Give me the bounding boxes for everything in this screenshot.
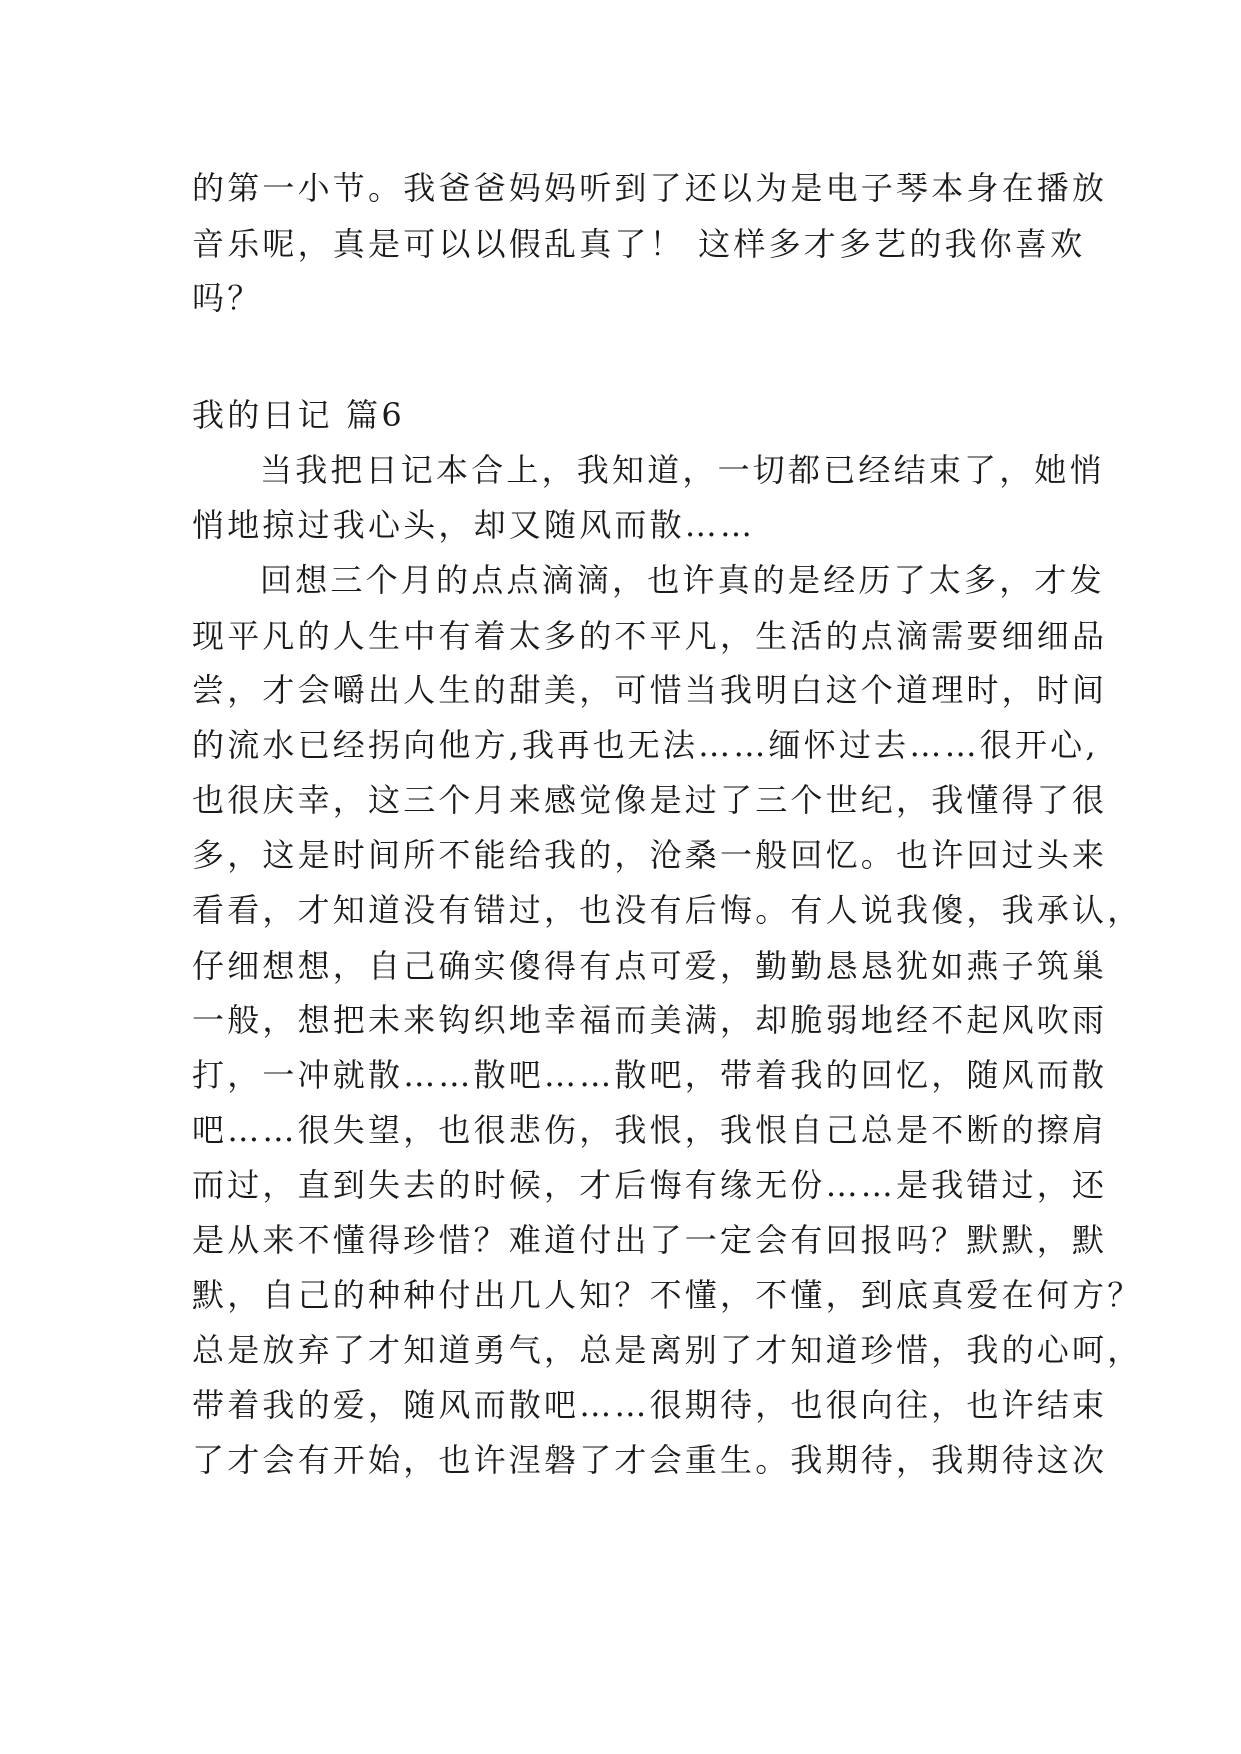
- intro-line-1: 的第一小节。我爸爸妈妈听到了还以为是电子琴本身在播放: [192, 169, 1108, 207]
- paragraph2-line-12: 而过，直到失去的时候，才后悔有缘无份……是我错过，还: [192, 1166, 1108, 1204]
- paragraph2-line-8: 仔细想想，自己确实傻得有点可爱，勤勤恳恳犹如燕子筑巢: [192, 947, 1108, 985]
- paragraph2-line-9: 一般，想把未来钩织地幸福而美满，却脆弱地经不起风吹雨: [192, 1001, 1108, 1039]
- paragraph2-line-6: 多，这是时间所不能给我的，沧桑一般回忆。也许回过头来: [192, 836, 1108, 874]
- paragraph2-line-17: 了才会有开始，也许涅磐了才会重生。我期待，我期待这次: [192, 1441, 1108, 1479]
- paragraph2-line-5: 也很庆幸，这三个月来感觉像是过了三个世纪，我懂得了很: [192, 781, 1108, 819]
- paragraph2-line-7: 看看，才知道没有错过，也没有后悔。有人说我傻，我承认，: [192, 891, 1143, 929]
- intro-line-2: 音乐呢，真是可以以假乱真了！ 这样多才多艺的我你喜欢: [192, 225, 1086, 263]
- paragraph1-line-1: 当我把日记本合上，我知道，一切都已经结束了，她悄: [260, 451, 1105, 489]
- paragraph2-line-14: 默，自己的种种付出几人知？不懂，不懂，到底真爱在何方？: [192, 1276, 1143, 1314]
- paragraph1-line-2: 悄地掠过我心头，却又随风而散……: [192, 506, 756, 544]
- section-heading: 我的日记 篇6: [192, 396, 405, 434]
- paragraph2-line-10: 打，一冲就散……散吧……散吧，带着我的回忆，随风而散: [192, 1056, 1108, 1094]
- paragraph2-line-2: 现平凡的人生中有着太多的不平凡，生活的点滴需要细细品: [192, 617, 1108, 655]
- paragraph2-line-13: 是从来不懂得珍惜？难道付出了一定会有回报吗？默默，默: [192, 1221, 1108, 1259]
- paragraph2-line-16: 带着我的爱，随风而散吧……很期待，也很向往，也许结束: [192, 1386, 1108, 1424]
- paragraph2-line-11: 吧……很失望，也很悲伤，我恨，我恨自己总是不断的擦肩: [192, 1111, 1108, 1149]
- paragraph2-line-15: 总是放弃了才知道勇气，总是离别了才知道珍惜，我的心呵，: [192, 1331, 1143, 1369]
- paragraph2-line-1: 回想三个月的点点滴滴，也许真的是经历了太多，才发: [260, 561, 1105, 599]
- intro-line-3: 吗？: [192, 279, 263, 317]
- paragraph2-line-4: 的流水已经拐向他方,我再也无法……缅怀过去……很开心,: [192, 726, 1099, 764]
- paragraph2-line-3: 尝，才会嚼出人生的甜美，可惜当我明白这个道理时，时间: [192, 671, 1108, 709]
